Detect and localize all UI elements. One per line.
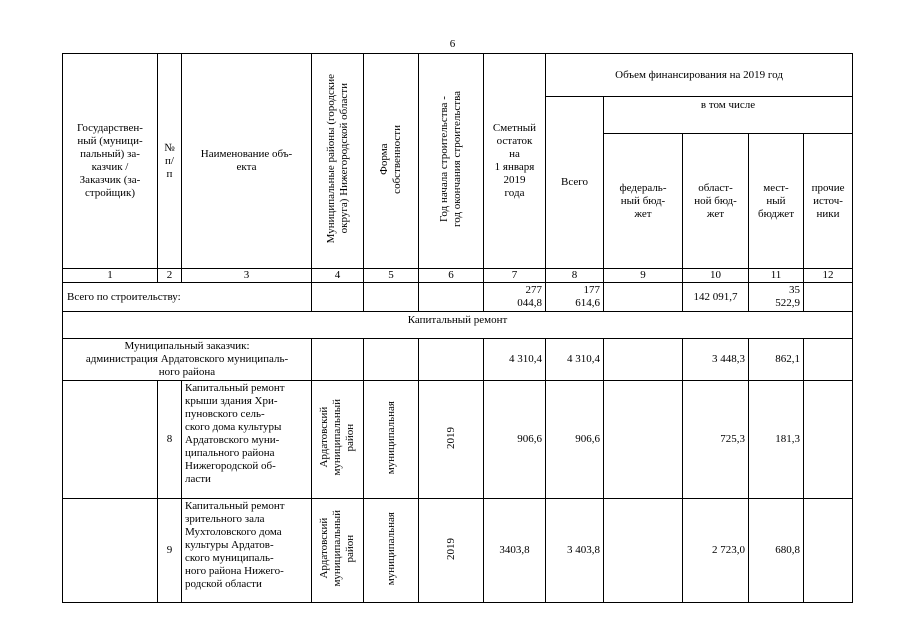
customer-local: 862,1: [749, 339, 804, 381]
colnum: 3: [182, 269, 312, 283]
header-regional: област- ной бюд- жет: [683, 134, 749, 269]
colnum: 5: [364, 269, 419, 283]
row-number: 9: [158, 499, 182, 603]
header-years-cell: [419, 54, 484, 269]
year: 2019: [444, 426, 457, 449]
total-label: Всего по строительству:: [63, 283, 312, 312]
colnum: 10: [683, 269, 749, 283]
colnum: 11: [749, 269, 804, 283]
colnum: 1: [63, 269, 158, 283]
customer-regional: 3 448,3: [683, 339, 749, 381]
colnum: 6: [419, 269, 484, 283]
header-district-cell: [312, 54, 364, 269]
table-row: [63, 499, 853, 603]
object-name: Капитальный ремонт крыши здания Хри- пуновского сель- ского дома культуры Ардатовского муни- ципального района Нижегородской об- ласти: [182, 381, 312, 499]
row-regional: 725,3: [683, 381, 749, 499]
total-local: 35 522,9: [749, 283, 804, 312]
column-numbers-row: [63, 269, 853, 283]
financing-table: [62, 53, 853, 603]
customer-estimate: 4 310,4: [484, 339, 546, 381]
year: 2019: [444, 537, 457, 560]
header-total: Всего: [546, 97, 604, 269]
header-funding-title: Объем финансирования на 2019 год: [546, 54, 853, 97]
header-ownership-cell: [364, 54, 419, 269]
header-years: Год начала строительства - год окончания строительства: [438, 91, 463, 227]
row-regional: 2 723,0: [683, 499, 749, 603]
header-local: мест- ный бюджет: [749, 134, 804, 269]
row-total: 3 403,8: [546, 499, 604, 603]
table-row: [63, 381, 853, 499]
header-object-name: Наименование объ- екта: [182, 54, 312, 269]
header-estimate: Сметный остаток на 1 января 2019 года: [484, 54, 546, 269]
row-estimate: 906,6: [484, 381, 546, 499]
row-estimate: 3403,8: [484, 499, 546, 603]
header-district: Муниципальные районы (городские округа) Нижегородской области: [324, 74, 350, 244]
year-cell: [419, 381, 484, 499]
colnum: 2: [158, 269, 182, 283]
district: Ардатовский муниципальный район: [318, 510, 356, 587]
row-number: 8: [158, 381, 182, 499]
customer-total: 4 310,4: [546, 339, 604, 381]
header-other: прочие источ- ники: [804, 134, 853, 269]
header-federal: федераль- ный бюд- жет: [604, 134, 683, 269]
section-row: [63, 312, 853, 339]
header-ownership: Форма собственности: [378, 124, 403, 194]
colnum: 7: [484, 269, 546, 283]
section-title: Капитальный ремонт: [63, 312, 853, 339]
ownership-cell: [364, 499, 419, 603]
row-local: 181,3: [749, 381, 804, 499]
colnum: 9: [604, 269, 683, 283]
total-estimate: 277 044,8: [484, 283, 546, 312]
ownership: муниципальная: [384, 400, 397, 475]
header-customer: Государствен- ный (муници- пальный) за- казчик / Заказчик (за- стройщик): [63, 54, 158, 269]
row-total: 906,6: [546, 381, 604, 499]
row-local: 680,8: [749, 499, 804, 603]
ownership: муниципальная: [384, 511, 397, 586]
page-number: 6: [449, 38, 456, 50]
ownership-cell: [364, 381, 419, 499]
customer-row: [63, 339, 853, 381]
colnum: 4: [312, 269, 364, 283]
header-number: № п/ п: [158, 54, 182, 269]
header-including: в том числе: [604, 97, 853, 134]
total-row: [63, 283, 853, 312]
district-cell: [312, 381, 364, 499]
year-cell: [419, 499, 484, 603]
colnum: 8: [546, 269, 604, 283]
district-cell: [312, 499, 364, 603]
total-sum: 177 614,6: [546, 283, 604, 312]
object-name: Капитальный ремонт зрительного зала Мухтоловского дома культуры Ардатов- ского муниципаль- ного района Нижего- родской области: [182, 499, 312, 603]
colnum: 12: [804, 269, 853, 283]
total-regional: 142 091,7: [683, 283, 749, 312]
district: Ардатовский муниципальный район: [318, 399, 356, 476]
customer-label: Муниципальный заказчик: администрация Ардатовского муниципаль- ного района: [63, 339, 312, 381]
